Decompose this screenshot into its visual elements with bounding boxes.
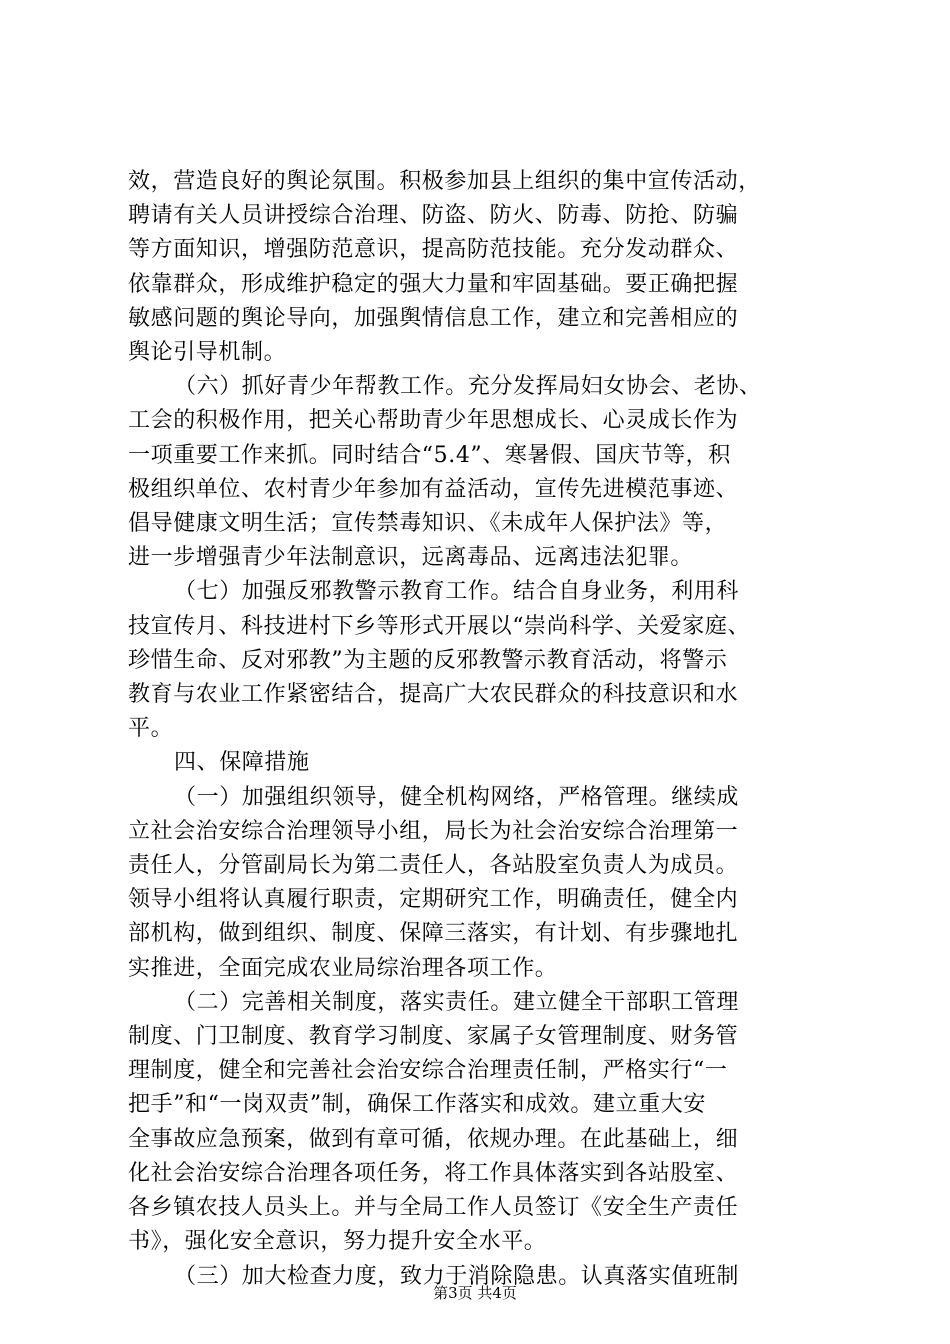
text-line: （一）加强组织领导，健全机构网络，严格管理。继续成	[174, 784, 740, 810]
text-line: 部机构，做到组织、制度、保障三落实，有计划、有步骤地扎	[128, 921, 739, 947]
paragraph	[128, 746, 832, 780]
text-line: 进一步增强青少年法制意识，远离毒品、远离违法犯罪。	[128, 545, 694, 571]
text-line: 技宣传月、科技进村下乡等形式开展以“崇尚科学、关爱家庭、	[128, 613, 751, 639]
paragraph	[128, 370, 832, 575]
text-line: 工会的积极作用，把关心帮助青少年思想成长、心灵成长作为	[128, 408, 739, 434]
text-line: 珍惜生命、反对邪教”为主题的反邪教警示教育活动，将警示	[128, 647, 728, 673]
paragraph	[128, 575, 832, 746]
text-line: （三）加大检查力度，致力于消除隐患。认真落实值班制	[174, 1263, 740, 1289]
text-line: 立社会治安综合治理领导小组，局长为社会治安综合治理第一	[128, 818, 739, 844]
text-line: 全事故应急预案，做到有章可循，依规办理。在此基础上，细	[128, 1126, 739, 1152]
text-line: 把手”和“一岗双责”制，确保工作落实和成效。建立重大安	[128, 1092, 706, 1118]
text-line: 四、保障措施	[174, 750, 310, 776]
text-line: 责任人，分管副局长为第二责任人，各站股室负责人为成员。	[128, 853, 739, 879]
text-line: 依靠群众，形成维护稳定的强大力量和牢固基础。要正确把握	[128, 271, 739, 297]
text-line: 各乡镇农技人员头上。并与全局工作人员签订《安全生产责任	[128, 1195, 739, 1221]
page-footer: 第3页 共4页	[433, 1284, 517, 1302]
text-line: 制度、门卫制度、教育学习制度、家属子女管理制度、财务管	[128, 1024, 739, 1050]
text-line: 一项重要工作来抓。同时结合“5.4”、寒暑假、国庆节等，积	[128, 442, 731, 468]
text-line: （六）抓好青少年帮教工作。充分发挥局妇女协会、老协、	[174, 374, 762, 400]
paragraph	[128, 165, 832, 370]
text-line: 化社会治安综合治理各项任务，将工作具体落实到各站股室、	[128, 1160, 739, 1186]
text-line: 理制度，健全和完善社会治安综合治理责任制，严格实行“一	[128, 1058, 728, 1084]
text-line: （七）加强反邪教警示教育工作。结合自身业务，利用科	[174, 579, 740, 605]
text-line: 倡导健康文明生活；宣传禁毒知识、《未成年人保护法》等，	[128, 511, 728, 537]
text-line: 极组织单位、农村青少年参加有益活动，宣传先进模范事迹、	[128, 476, 739, 502]
document-body	[128, 165, 832, 1294]
text-line: 实推进，全面完成农业局综治理各项工作。	[128, 955, 558, 981]
text-line: 书》，强化安全意识，努力提升安全水平。	[128, 1229, 547, 1255]
text-line: 领导小组将认真履行职责，定期研究工作，明确责任，健全内	[128, 887, 739, 913]
text-line: 聘请有关人员讲授综合治理、防盗、防火、防毒、防抢、防骗	[128, 203, 739, 229]
text-line: 教育与农业工作紧密结合，提高广大农民群众的科技意识和水	[128, 682, 739, 708]
text-line: 效，营造良好的舆论氛围。积极参加县上组织的集中宣传活动，	[128, 169, 761, 194]
text-line: 平。	[128, 716, 174, 742]
text-line: 敏感问题的舆论导向，加强舆情信息工作，建立和完善相应的	[128, 305, 739, 331]
text-line: 舆论引导机制。	[128, 340, 287, 366]
paragraph	[128, 986, 832, 1260]
text-line: （二）完善相关制度，落实责任。建立健全干部职工管理	[174, 989, 740, 1015]
paragraph	[128, 781, 832, 986]
text-line: 等方面知识，增强防范意识，提高防范技能。充分发动群众、	[128, 237, 739, 263]
